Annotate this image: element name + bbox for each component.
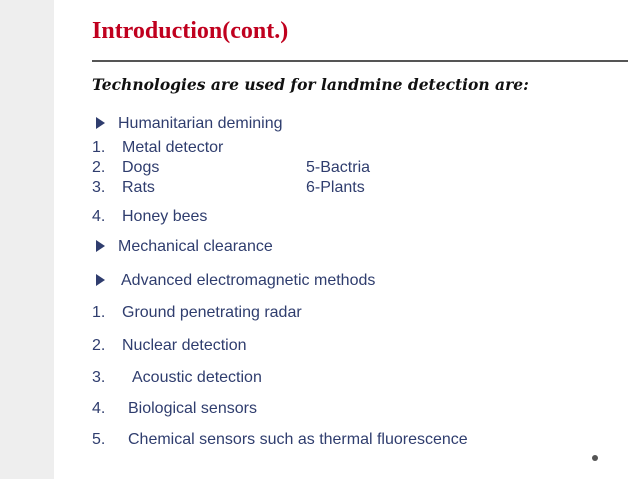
list-item-right: 6-Plants bbox=[306, 179, 365, 196]
slide-subtitle: Technologies are used for landmine detection are: bbox=[92, 75, 529, 94]
list-item bbox=[92, 400, 257, 418]
list-item bbox=[92, 337, 247, 355]
bullet-advanced bbox=[96, 272, 375, 290]
list-item bbox=[92, 304, 302, 322]
list-item-number: 4. bbox=[92, 400, 106, 417]
arrow-bullet-icon bbox=[96, 240, 111, 252]
list-item-right: 5-Bactria bbox=[306, 159, 371, 176]
list-item-number: 1. bbox=[92, 139, 106, 156]
decorative-dot-icon bbox=[592, 455, 598, 461]
list-item bbox=[92, 139, 223, 157]
arrow-bullet-icon bbox=[96, 117, 111, 129]
list-item-number: 2. bbox=[92, 159, 106, 176]
list-item bbox=[92, 208, 207, 226]
bullet-humanitarian bbox=[96, 115, 283, 133]
list-item-text: Biological sensors bbox=[128, 400, 257, 417]
bullet-advanced-label: Advanced electromagnetic methods bbox=[121, 272, 376, 289]
list-item-number: 2. bbox=[92, 337, 106, 354]
list-item-text: Rats bbox=[122, 179, 155, 196]
list-item-text: Chemical sensors such as thermal fluorescence bbox=[128, 431, 468, 448]
slide bbox=[54, 0, 638, 479]
list-item-number: 4. bbox=[92, 208, 106, 225]
list-item-number: 3. bbox=[92, 179, 106, 196]
list-item-text: Nuclear detection bbox=[122, 337, 247, 354]
title-divider bbox=[92, 60, 628, 62]
bullet-mechanical bbox=[96, 238, 273, 256]
list-item-text: Dogs bbox=[122, 159, 160, 176]
list-item-text: Honey bees bbox=[122, 208, 208, 225]
slide-sidebar bbox=[0, 0, 54, 479]
list-item-text: Acoustic detection bbox=[132, 369, 262, 386]
list-item bbox=[92, 431, 468, 449]
list-item bbox=[92, 369, 262, 387]
list-item-number: 5. bbox=[92, 431, 106, 448]
slide-title: Introduction(cont.) bbox=[92, 18, 289, 44]
list-item bbox=[92, 179, 155, 197]
bullet-mechanical-label: Mechanical clearance bbox=[118, 238, 273, 255]
arrow-bullet-icon bbox=[96, 274, 111, 286]
list-item-text: Ground penetrating radar bbox=[122, 304, 302, 321]
list-item-text: Metal detector bbox=[122, 139, 224, 156]
list-item-number: 1. bbox=[92, 304, 106, 321]
list-item-number: 3. bbox=[92, 369, 106, 386]
list-item bbox=[92, 159, 159, 177]
bullet-humanitarian-label: Humanitarian demining bbox=[118, 115, 283, 132]
